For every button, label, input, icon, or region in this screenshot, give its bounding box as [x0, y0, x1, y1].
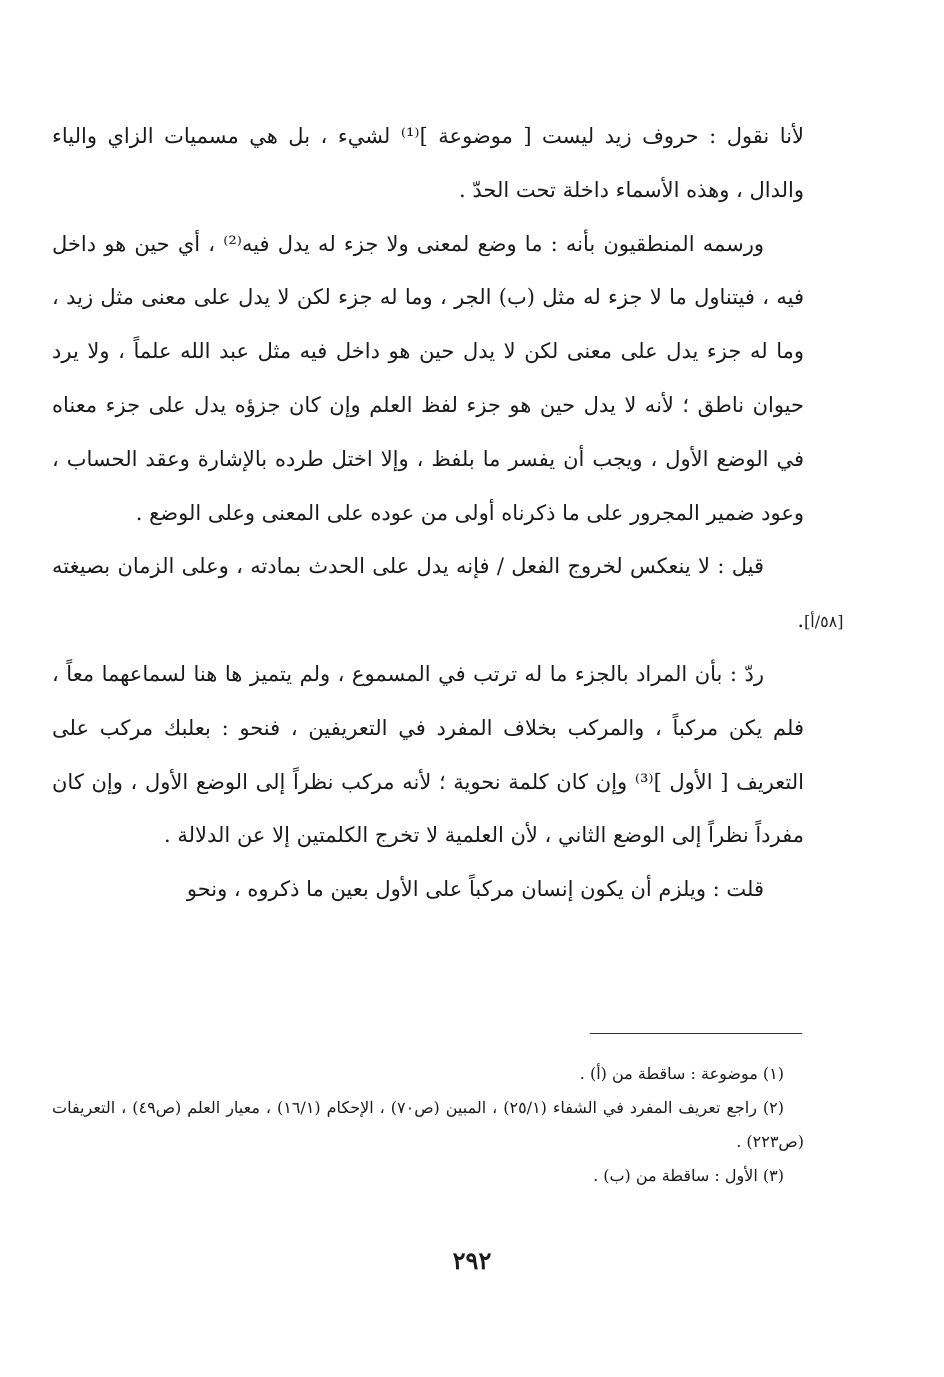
- manuscript-folio-marker: [٥٨/أ]: [804, 612, 844, 631]
- footnote: (٣) الأول : ساقطة من (ب) .: [593, 1166, 784, 1185]
- page-number: ٢٩٢: [452, 1246, 492, 1275]
- footnote-divider: [590, 1033, 802, 1034]
- paragraph: لأنا نقول : حروف زيد ليست [ موضوعة ]⁽¹⁾ لشيء ، بل هي مسميات الزاي والياء والدال ، وهذه الأسماء داخلة تحت الحدّ .: [52, 124, 804, 202]
- footnotes: [52, 1057, 804, 1193]
- paragraph: قيل : لا ينعكس لخروج الفعل / فإنه يدل على الحدث بمادته ، وعلى الزمان بصيغته .: [52, 554, 804, 633]
- paragraph: ورسمه المنطقيون بأنه : ما وضع لمعنى ولا جزء له يدل فيه⁽²⁾ ، أي حين هو داخل فيه ، فيتناول ما لا جزء له مثل (ب) الجر ، وما له جزء لكن لا يدل على معنى مثل زيد ، وما له جزء يدل على معنى لكن لا يدل حين هو داخل فيه مثل عبد الله علماً ، ولا يرد حيوان ناطق ؛ لأنه لا يدل حين هو جزء لفظ العلم وإن كان جزؤه يدل على جزء معناه في الوضع الأول ، ويجب أن يفسر ما بلفظ ، وإلا اختل طرده بالإشارة وعقد الحساب ، وعود ضمير المجرور على ما ذكرناه أولى من عوده على المعنى وعلى الوضع .: [52, 231, 804, 525]
- footnote: (١) موضوعة : ساقطة من (أ) .: [579, 1064, 784, 1083]
- paragraph: قلت : ويلزم أن يكون إنسان مركباً على الأول بعين ما ذكروه ، ونحو: [186, 877, 764, 902]
- paragraph: ردّ : بأن المراد بالجزء ما له ترتب في المسموع ، ولم يتميز ها هنا لسماعهما معاً ، فلم يكن مركباً ، والمركب بخلاف المفرد في التعريفين ، فنحو : بعلبك مركب على التعريف [ الأول ]⁽³⁾ وإن كان كلمة نحوية ؛ لأنه مركب نظراً إلى الوضع الأول ، وإن كان مفرداً نظراً إلى الوضع الثاني ، لأن العلمية لا تخرج الكلمتين إلا عن الدلالة .: [52, 661, 804, 848]
- main-text: [52, 110, 804, 917]
- footnote: (٢) راجع تعريف المفرد في الشفاء (٢٥/١) ، المبين (ص٧٠) ، الإحكام (١٦/١) ، معيار العلم (ص٤٩) ، التعريفات (ص٢٢٣) .: [52, 1098, 804, 1151]
